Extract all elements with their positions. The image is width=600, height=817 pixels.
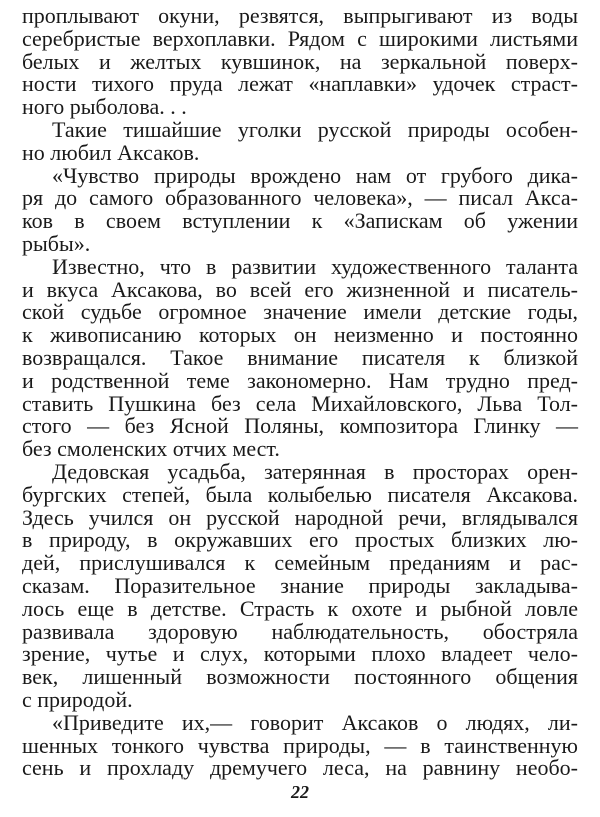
text-line: Здесь учился он русской народной речи, вглядывался [22,504,578,530]
text-line: рыбы». [22,230,91,256]
text-line: «Чувство природы врождено нам от грубого дика- [52,162,578,188]
text-line: стого — без Ясной Поляны, композитора Глинку — [22,413,578,439]
text-line: ставить Пушкина без села Михайловского, Льва Тол- [22,390,578,416]
text-line: шенных тонкого чувства природы, — в таинственную [22,732,578,758]
text-line: к живописанию которых он неизменно и постоянно [22,322,578,348]
text-line: Известно, что в развитии художественного таланта [52,253,578,279]
text-line: и вкуса Аксакова, во всей его жизненной и писатель- [22,276,578,302]
text-line: ности тихого пруда лежат «наплавки» удочек страст- [22,71,578,97]
text-line: сень и прохладу дремучего леса, на равнину необо- [22,755,578,781]
text-line: Такие тишайшие уголки русской природы особен- [52,116,578,142]
page-number: 22 [291,782,309,802]
text-line: развивала здоровую наблюдательность, обостряла [22,618,578,644]
text-line: сказам. Поразительное знание природы закладыва- [22,572,578,598]
text-line: но любил Аксаков. [22,139,200,165]
text-line: «Приведите их,— говорит Аксаков о людях, ли- [52,709,578,735]
text-line: проплывают окуни, резвятся, выпрыгивают из воды [22,3,578,28]
text-line: возвращался. Такое внимание писателя к близкой [22,344,578,370]
text-line: в природу, в окружавших его простых близких лю- [22,527,578,553]
text-line: Дедовская усадьба, затерянная в просторах орен- [52,458,578,484]
text-line: ря до самого образованного человека», — писал Акса- [22,185,578,211]
text-line: с природой. [22,686,133,712]
text-line: ков в своем вступлении к «Запискам об ужении [22,208,578,234]
text-line: век, лишенный возможности постоянного общения [22,664,578,690]
text-line: и родственной теме закономерно. Нам трудно пред- [22,367,578,393]
text-line: белых и желтых кувшинок, на зеркальной поверх- [22,48,578,74]
text-line: дей, прислушивался к семейным преданиям и рас- [22,550,578,576]
text-line: серебристые верхоплавки. Рядом с широкими листьями [22,25,578,51]
text-line: без смоленских отчих мест. [22,436,280,462]
text-line: ской судьбе огромное значение имели детские годы, [22,299,578,325]
text-line: ного рыболова. . . [22,94,187,120]
page-body-text [22,5,578,780]
text-line: бургских степей, была колыбелью писателя Аксакова. [22,481,578,507]
text-line: зрение, чутье и слух, которыми плохо владеет чело- [22,641,578,667]
text-line: лось еще в детстве. Страсть к охоте и рыбной ловле [22,595,578,621]
